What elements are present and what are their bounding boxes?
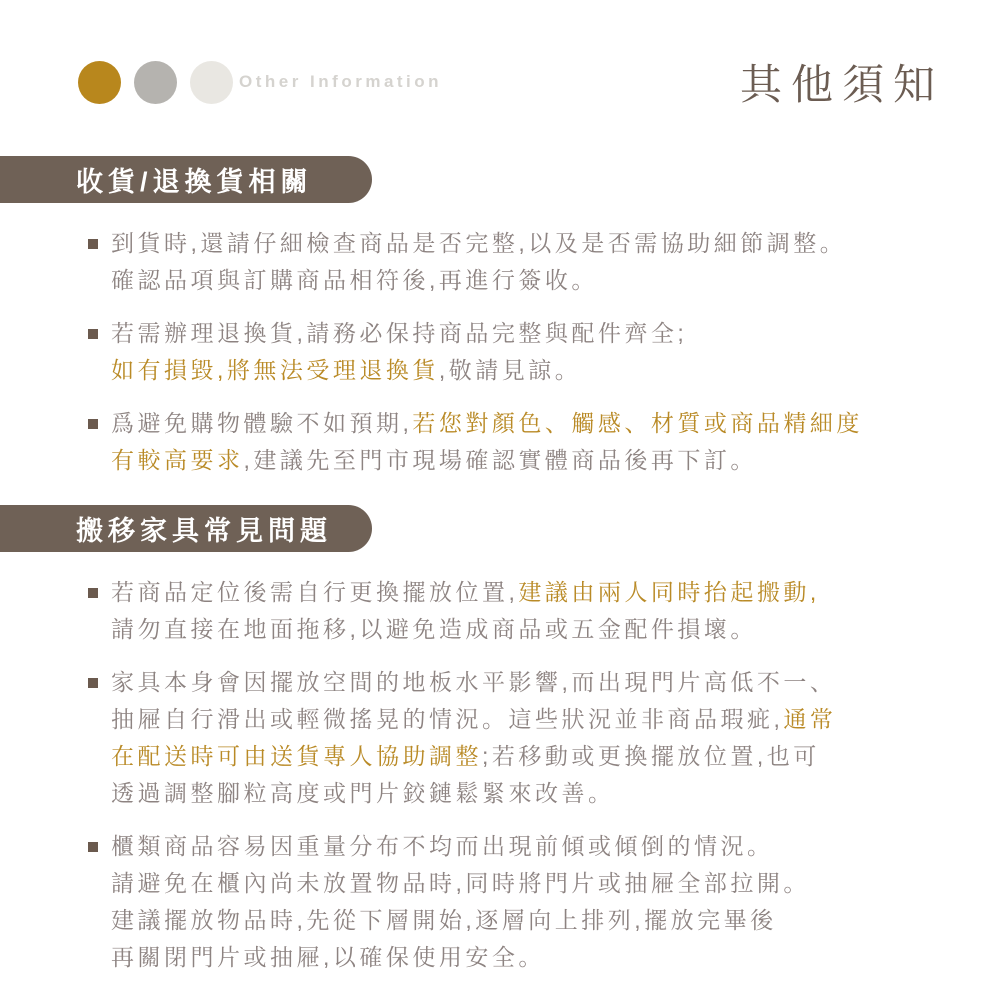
list-item <box>88 225 1000 299</box>
section-banner: 收貨/退換貨相關 <box>0 156 372 203</box>
gold-dot-icon <box>78 61 121 104</box>
section-banner: 搬移家具常見問題 <box>0 505 372 552</box>
bullet-square-icon <box>88 678 98 688</box>
page-header <box>0 0 1000 112</box>
list-item <box>88 574 1000 648</box>
list-item <box>88 315 1000 389</box>
bullet-text: 若商品定位後需自行更換擺放位置,建議由兩人同時抬起搬動, 請勿直接在地面拖移,以避免造成商品或五金配件損壞。 <box>111 579 820 642</box>
page-title: 其他須知 <box>739 61 944 108</box>
bullet-text: 櫃類商品容易因重量分布不均而出現前傾或傾倒的情況。 請避免在櫃內尚未放置物品時,同時將門片或抽屜全部拉開。 建議擺放物品時,先從下層開始,逐層向上排列,擺放完畢後 再關閉門片或抽屜,以確保使用安全。 <box>111 833 810 970</box>
lightgray-dot-icon <box>190 61 233 104</box>
bullet-list <box>88 225 1000 479</box>
bullet-list <box>88 574 1000 976</box>
bullet-square-icon <box>88 239 98 249</box>
list-item <box>88 828 1000 976</box>
bullet-text: 爲避免購物體驗不如預期,若您對顏色、觸感、材質或商品精細度 有較高要求,建議先至門市現場確認實體商品後再下訂。 <box>111 410 863 473</box>
section-receiving-returns <box>0 156 1000 479</box>
bullet-square-icon <box>88 842 98 852</box>
bullet-text: 到貨時,還請仔細檢查商品是否完整,以及是否需協助細節調整。 確認品項與訂購商品相符後,再進行簽收。 <box>111 230 847 293</box>
list-item <box>88 405 1000 479</box>
gray-dot-icon <box>134 61 177 104</box>
bullet-text: 家具本身會因擺放空間的地板水平影響,而出現門片高低不一、 抽屜自行滑出或輕微搖晃的情況。這些狀況並非商品瑕疵,通常 在配送時可由送貨專人協助調整;若移動或更換擺放位置,也可 透過調整腳粒高度或門片鉸鏈鬆緊來改善。 <box>111 669 837 806</box>
section-moving-furniture <box>0 505 1000 976</box>
bullet-square-icon <box>88 588 98 598</box>
bullet-text: 若需辦理退換貨,請務必保持商品完整與配件齊全; 如有損毀,將無法受理退換貨,敬請見諒。 <box>111 320 688 383</box>
bullet-square-icon <box>88 419 98 429</box>
bullet-square-icon <box>88 329 98 339</box>
header-left <box>78 61 442 104</box>
decorative-dots <box>78 61 233 104</box>
header-subtitle-en: Other Information <box>239 72 443 91</box>
list-item <box>88 664 1000 812</box>
